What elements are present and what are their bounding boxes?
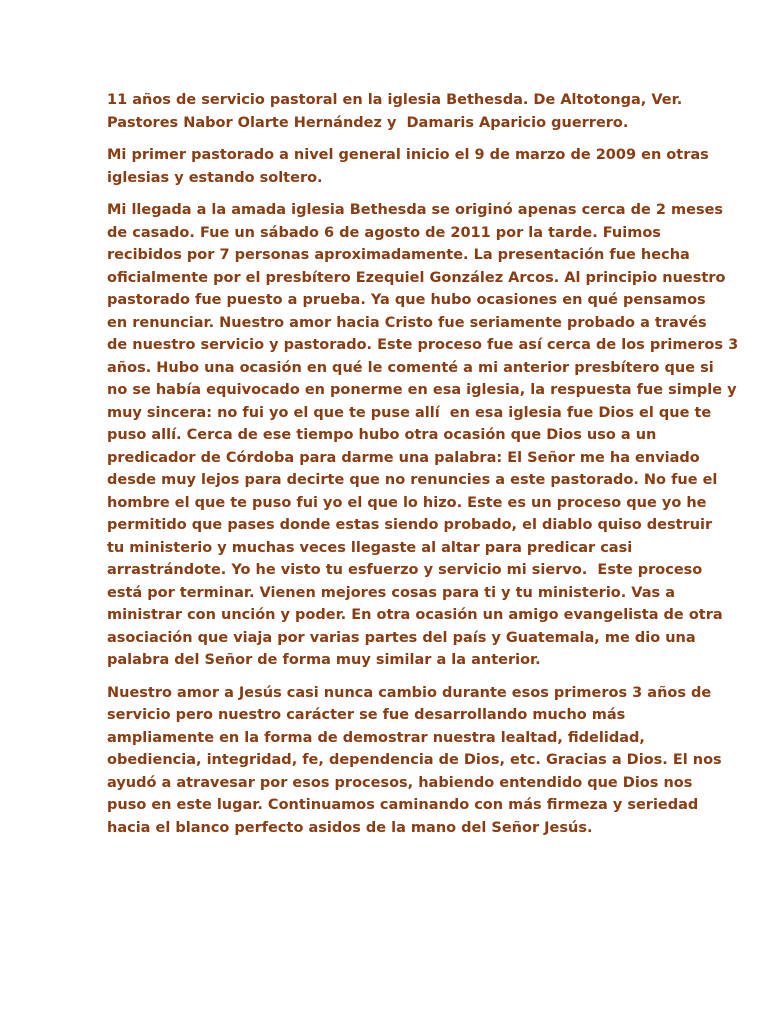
text-line: puso en este lugar. Continuamos caminando con más firmeza y seriedad xyxy=(107,797,699,813)
paragraph xyxy=(107,199,739,672)
text-line: recibidos por 7 personas aproximadamente. La presentación fue hecha xyxy=(107,247,690,263)
text-line: no se había equivocado en ponerme en esa iglesia, la respuesta fue simple y xyxy=(107,382,737,398)
text-line: tu ministerio y muchas veces llegaste al altar para predicar casi xyxy=(107,539,633,556)
text-line: obediencia, integridad, fe, dependencia de Dios, etc. Gracias a Dios. El nos xyxy=(107,752,722,768)
text-line: ampliamente en la forma de demostrar nuestra lealtad, fidelidad, xyxy=(107,729,645,746)
text-line: muy sincera: no fui yo el que te puse allí en esa iglesia fue Dios el que te xyxy=(107,404,712,421)
text-line: años. Hubo una ocasión en qué le comenté a mi anterior presbítero que si xyxy=(107,359,714,376)
text-line: palabra del Señor de forma muy similar a la anterior. xyxy=(107,652,541,668)
text-line: está por terminar. Vienen mejores cosas para ti y tu ministerio. Vas a xyxy=(107,584,675,601)
text-line: hombre el que te puso fui yo el que lo hizo. Este es un proceso que yo he xyxy=(107,494,707,511)
text-line: en renunciar. Nuestro amor hacia Cristo fue seriamente probado a través xyxy=(107,314,707,331)
text-line: asociación que viaja por varias partes del país y Guatemala, me dio una xyxy=(107,629,696,646)
text-line: puso allí. Cerca de ese tiempo hubo otra ocasión que Dios uso a un xyxy=(107,427,657,443)
text-line: servicio pero nuestro carácter se fue desarrollando mucho más xyxy=(107,707,626,723)
text-line: desde muy lejos para decirte que no renuncies a este pastorado. No fue el xyxy=(107,472,718,488)
text-line: Mi llegada a la amada iglesia Bethesda se originó apenas cerca de 2 meses xyxy=(107,202,724,218)
text-line: hacia el blanco perfecto asidos de la mano del Señor Jesús. xyxy=(107,819,593,836)
text-line: Pastores Nabor Olarte Hernández y Damaris Aparicio guerrero. xyxy=(107,114,629,131)
text-line: arrastrándote. Yo he visto tu esfuerzo y servicio mi siervo. Este proceso xyxy=(107,562,703,578)
text-line: oficialmente por el presbítero Ezequiel González Arcos. Al principio nuestro xyxy=(107,269,726,286)
text-line: Nuestro amor a Jesús casi nunca cambio durante esos primeros 3 años de xyxy=(107,684,712,701)
text-line: pastorado fue puesto a prueba. Ya que hubo ocasiones en qué pensamos xyxy=(107,292,706,308)
text-line: de nuestro servicio y pastorado. Este proceso fue así cerca de los primeros 3 xyxy=(107,337,739,353)
text-line: Mi primer pastorado a nivel general inicio el 9 de marzo de 2009 en otras xyxy=(107,147,709,163)
paragraph xyxy=(107,89,727,134)
paragraph xyxy=(107,682,727,840)
text-line: predicador de Córdoba para darme una palabra: El Señor me ha enviado xyxy=(107,449,700,466)
text-line: permitido que pases donde estas siendo probado, el diablo quiso destruir xyxy=(107,517,713,533)
text-line: ayudó a atravesar por esos procesos, habiendo entendido que Dios nos xyxy=(107,774,693,791)
paragraph xyxy=(107,144,727,189)
text-line: de casado. Fue un sábado 6 de agosto de 2011 por la tarde. Fuimos xyxy=(107,224,661,241)
text-line: 11 años de servicio pastoral en la iglesia Bethesda. De Altotonga, Ver. xyxy=(107,92,683,108)
text-line: ministrar con unción y poder. En otra ocasión un amigo evangelista de otra xyxy=(107,607,723,623)
text-line: iglesias y estando soltero. xyxy=(107,169,323,186)
document-body xyxy=(107,89,739,849)
